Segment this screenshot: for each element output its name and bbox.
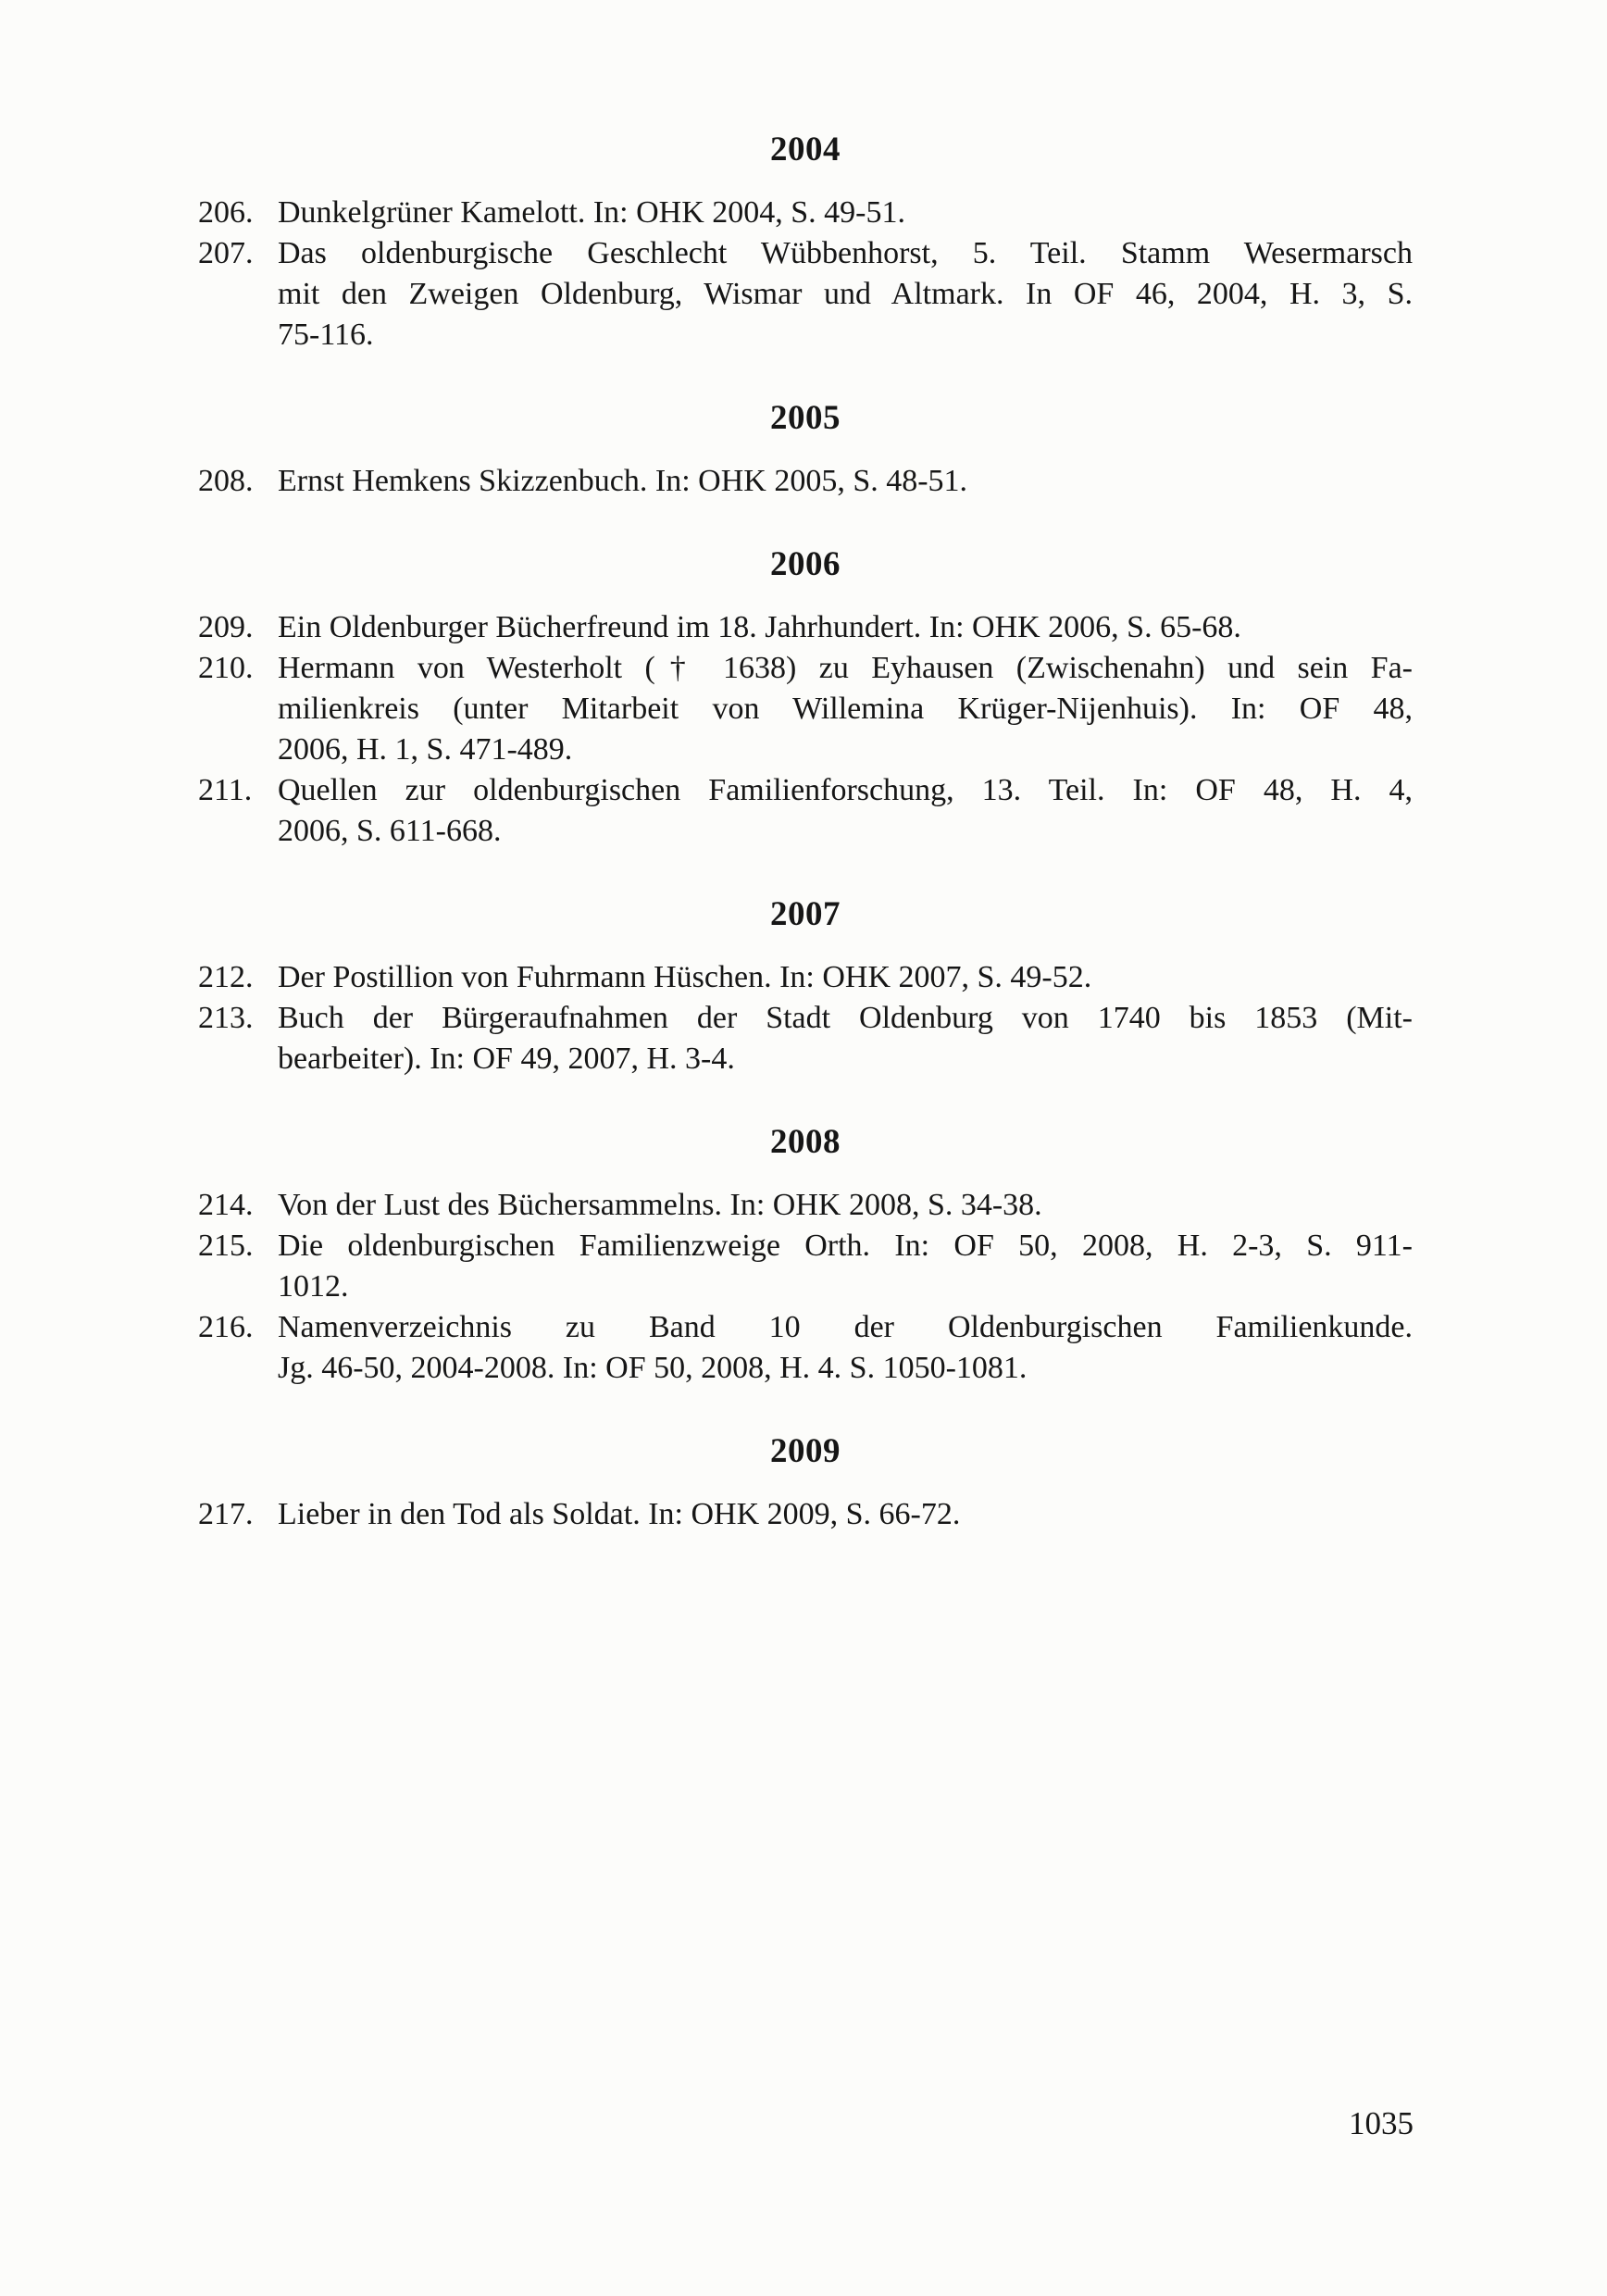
bibliography-entry [198,1307,1413,1389]
entry-line: mit den Zweigen Oldenburg, Wismar und Altmark. In OF 46, 2004, H. 3, S. [278,277,1413,311]
entry-list [198,461,1413,502]
bibliography-entry [198,957,1413,998]
entry-number: 216. [198,1310,254,1344]
entry-line: 1012. [278,1269,349,1304]
bibliography-entry [198,1494,1413,1535]
year-heading: 2006 [770,545,841,583]
bibliography [198,130,1413,1535]
year-heading: 2009 [770,1432,841,1470]
entry-text [278,1226,1413,1307]
entry-text [278,648,1413,770]
entry-text [278,957,1413,998]
bibliography-entry [198,648,1413,770]
year-section [198,1431,1413,1535]
entry-text [278,193,1413,233]
entry-list [198,1185,1413,1389]
entry-number: 211. [198,773,253,807]
entry-line: 75-116. [278,318,374,352]
entry-list [198,607,1413,852]
entry-line: 2006, S. 611-668. [278,814,502,848]
entry-text [278,607,1413,648]
entry-number: 206. [198,195,254,230]
year-heading: 2008 [770,1123,841,1161]
entry-list [198,1494,1413,1535]
entry-number: 213. [198,1001,254,1035]
entry-line: Die oldenburgischen Familienzweige Orth. In: OF 50, 2008, H. 2-3, S. 911- [278,1229,1413,1263]
entry-number: 215. [198,1229,254,1263]
entry-list [198,957,1413,1079]
entry-number: 217. [198,1497,254,1531]
year-section [198,544,1413,852]
entry-number: 210. [198,651,254,685]
year-heading: 2004 [770,131,841,168]
entry-line: Von der Lust des Büchersammelns. In: OHK 2008, S. 34-38. [278,1188,1042,1222]
entry-line: Buch der Bürgeraufnahmen der Stadt Oldenburg von 1740 bis 1853 (Mit- [278,1001,1413,1035]
year-heading: 2007 [770,895,841,933]
entry-text [278,1185,1413,1226]
bibliography-entry [198,1226,1413,1307]
entry-text [278,1494,1413,1535]
bibliography-entry [198,998,1413,1079]
year-section [198,1122,1413,1389]
entry-number: 208. [198,464,254,498]
entry-line: Dunkelgrüner Kamelott. In: OHK 2004, S. 49-51. [278,195,906,230]
entry-line: Hermann von Westerholt († 1638) zu Eyhausen (Zwischenahn) und sein Fa- [278,651,1413,685]
year-section [198,894,1413,1079]
bibliography-entry [198,607,1413,648]
entry-line: milienkreis (unter Mitarbeit von Willemina Krüger-Nijenhuis). In: OF 48, [278,692,1413,726]
entry-text [278,998,1413,1079]
entry-text [278,461,1413,502]
entry-line: Jg. 46-50, 2004-2008. In: OF 50, 2008, H. 4. S. 1050-1081. [278,1351,1028,1385]
bibliography-entry [198,233,1413,356]
year-section [198,130,1413,356]
bibliography-entry [198,461,1413,502]
entry-text [278,1307,1413,1389]
bibliography-entry [198,770,1413,852]
entry-number: 209. [198,610,254,644]
entry-line: Das oldenburgische Geschlecht Wübbenhorst, 5. Teil. Stamm Wesermarsch [278,236,1413,270]
entry-number: 212. [198,960,254,994]
entry-text [278,770,1413,852]
bibliography-entry [198,193,1413,233]
entry-line: Quellen zur oldenburgischen Familienforschung, 13. Teil. In: OF 48, H. 4, [278,773,1413,807]
entry-number: 214. [198,1188,254,1222]
entry-line: 2006, H. 1, S. 471-489. [278,732,573,767]
entry-number: 207. [198,236,254,270]
year-section [198,398,1413,502]
entry-line: Der Postillion von Fuhrmann Hüschen. In: OHK 2007, S. 49-52. [278,960,1092,994]
entry-line: Ernst Hemkens Skizzenbuch. In: OHK 2005, S. 48-51. [278,464,968,498]
entry-list [198,193,1413,356]
entry-line: Lieber in den Tod als Soldat. In: OHK 2009, S. 66-72. [278,1497,961,1531]
year-heading: 2005 [770,399,841,437]
page-number: 1035 [1349,2105,1414,2141]
entry-line: Namenverzeichnis zu Band 10 der Oldenburgischen Familienkunde. [278,1310,1413,1344]
entry-line: bearbeiter). In: OF 49, 2007, H. 3-4. [278,1042,735,1076]
bibliography-entry [198,1185,1413,1226]
entry-text [278,233,1413,356]
entry-line: Ein Oldenburger Bücherfreund im 18. Jahrhundert. In: OHK 2006, S. 65-68. [278,610,1241,644]
